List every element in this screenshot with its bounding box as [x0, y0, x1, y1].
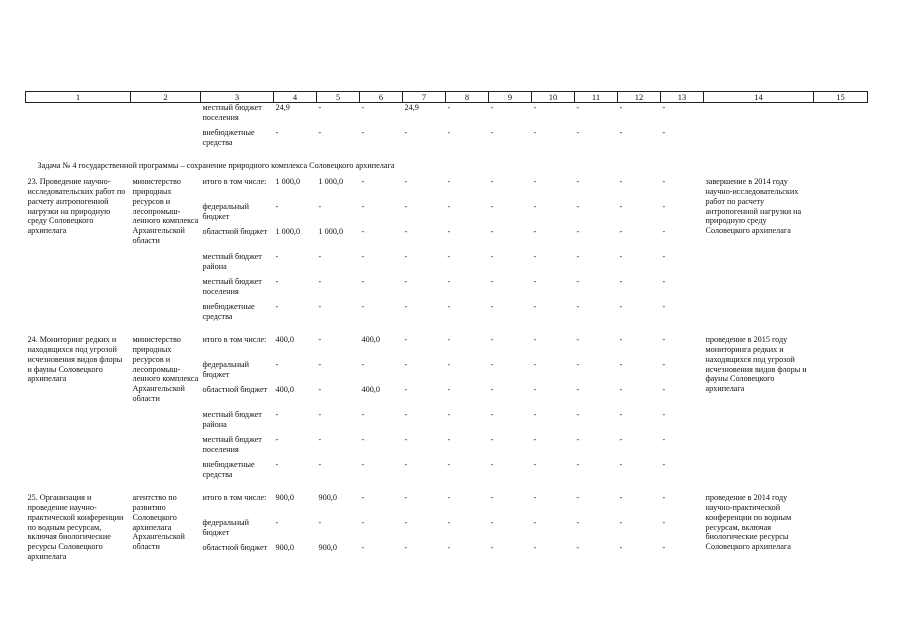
value-cell: 24,9: [404, 103, 419, 113]
value-cell: -: [447, 460, 451, 470]
value-cell: -: [447, 493, 451, 503]
value-cell: -: [361, 227, 365, 237]
value-cell: -: [447, 128, 451, 138]
table-row: [26, 177, 868, 202]
value-cell: -: [490, 493, 494, 503]
column-number-cell: 12: [618, 92, 661, 103]
value-cell: -: [533, 202, 537, 212]
value-cell: -: [619, 335, 623, 345]
value-cell: -: [662, 543, 666, 553]
value-cell: -: [662, 460, 666, 470]
value-cell: -: [404, 543, 408, 553]
value-cell: -: [318, 202, 322, 212]
value-cell: -: [533, 410, 537, 420]
value-cell: -: [275, 252, 279, 262]
funding-source-cell: внебюджетные средства: [202, 460, 255, 479]
value-cell: -: [619, 277, 623, 287]
value-cell: -: [447, 103, 451, 113]
empty-cell: [814, 335, 868, 485]
measure-name-cell: 25. Организация и проведение научно-практической конференции по водным ресурсам, включая биологические ресурсы Соловецкого архипелага: [27, 493, 124, 562]
value-cell: -: [404, 435, 408, 445]
funding-source-cell: внебюджетные средства: [202, 302, 255, 321]
value-cell: -: [619, 460, 623, 470]
funding-source-cell: итого в том числе:: [202, 493, 267, 503]
table-row: [26, 128, 868, 153]
value-cell: -: [619, 435, 623, 445]
value-cell: -: [533, 252, 537, 262]
table-row: [26, 493, 868, 518]
value-cell: -: [490, 543, 494, 553]
value-cell: -: [275, 460, 279, 470]
value-cell: -: [619, 177, 623, 187]
value-cell: -: [533, 360, 537, 370]
value-cell: -: [361, 410, 365, 420]
executor-cell: министерство природных ресурсов и лесопромыш-ленного комплекса Архангельской области: [132, 335, 199, 404]
value-cell: -: [533, 435, 537, 445]
value-cell: -: [447, 252, 451, 262]
value-cell: -: [447, 360, 451, 370]
value-cell: -: [275, 360, 279, 370]
value-cell: 900,0: [318, 543, 337, 553]
value-cell: -: [361, 277, 365, 287]
value-cell: -: [533, 227, 537, 237]
value-cell: -: [533, 493, 537, 503]
column-number-cell: 11: [575, 92, 618, 103]
result-cell: завершение в 2014 году научно-исследовательских работ по расчету антропогенной нагрузки на природную среду Соловецкого архипелага: [705, 177, 802, 236]
value-cell: 1 000,0: [275, 177, 301, 187]
value-cell: -: [361, 460, 365, 470]
value-cell: -: [361, 435, 365, 445]
column-number-cell: 5: [317, 92, 360, 103]
measure-name-cell: 23. Проведение научно-исследовательских работ по расчету антропогенной нагрузки на природную среду Соловецкого архипелага: [27, 177, 126, 236]
value-cell: -: [361, 202, 365, 212]
value-cell: -: [447, 543, 451, 553]
column-number-cell: 13: [661, 92, 704, 103]
value-cell: -: [404, 335, 408, 345]
value-cell: -: [533, 518, 537, 528]
value-cell: -: [318, 410, 322, 420]
value-cell: -: [619, 227, 623, 237]
value-cell: -: [533, 103, 537, 113]
empty-cell: [704, 103, 814, 129]
value-cell: -: [490, 435, 494, 445]
value-cell: -: [662, 202, 666, 212]
column-number-cell: 14: [704, 92, 814, 103]
value-cell: -: [275, 202, 279, 212]
column-number-cell: 1: [26, 92, 131, 103]
value-cell: -: [619, 410, 623, 420]
value-cell: -: [533, 385, 537, 395]
value-cell: -: [490, 410, 494, 420]
value-cell: -: [361, 128, 365, 138]
value-cell: -: [533, 177, 537, 187]
value-cell: -: [275, 435, 279, 445]
value-cell: -: [576, 410, 580, 420]
empty-cell: [814, 103, 868, 129]
value-cell: 400,0: [361, 335, 380, 345]
column-number-cell: 2: [131, 92, 201, 103]
column-number-cell: 6: [360, 92, 403, 103]
value-cell: -: [361, 302, 365, 312]
budget-table: [25, 91, 868, 568]
task-row: [26, 153, 868, 177]
value-cell: -: [361, 103, 365, 113]
value-cell: 400,0: [361, 385, 380, 395]
value-cell: -: [662, 227, 666, 237]
value-cell: -: [318, 460, 322, 470]
value-cell: -: [361, 518, 365, 528]
value-cell: -: [533, 302, 537, 312]
value-cell: -: [576, 460, 580, 470]
value-cell: -: [619, 252, 623, 262]
measure-name-cell: 24. Мониторинг редких и находящихся под угрозой исчезновения видов флоры и фауны Соловецкого архипелага: [27, 335, 123, 384]
value-cell: -: [404, 518, 408, 528]
value-cell: -: [576, 385, 580, 395]
value-cell: -: [662, 128, 666, 138]
value-cell: -: [576, 277, 580, 287]
value-cell: -: [576, 128, 580, 138]
task-title: Задача № 4 государственной программы – сохранение природного комплекса Соловецкого архипелага: [37, 161, 395, 171]
table-row: [26, 335, 868, 360]
value-cell: -: [576, 335, 580, 345]
spacer-row: [26, 327, 868, 335]
value-cell: -: [576, 252, 580, 262]
value-cell: -: [490, 227, 494, 237]
value-cell: -: [662, 385, 666, 395]
value-cell: 900,0: [275, 543, 294, 553]
value-cell: -: [490, 177, 494, 187]
value-cell: 900,0: [275, 493, 294, 503]
value-cell: -: [490, 335, 494, 345]
empty-cell: [814, 493, 868, 568]
value-cell: -: [404, 385, 408, 395]
funding-source-cell: федеральный бюджет: [202, 360, 250, 379]
column-number-cell: 9: [489, 92, 532, 103]
value-cell: -: [662, 335, 666, 345]
value-cell: -: [318, 277, 322, 287]
value-cell: -: [490, 385, 494, 395]
empty-cell: [131, 128, 201, 153]
value-cell: -: [662, 177, 666, 187]
value-cell: -: [447, 177, 451, 187]
value-cell: 400,0: [275, 335, 294, 345]
value-cell: -: [576, 202, 580, 212]
value-cell: -: [490, 360, 494, 370]
value-cell: -: [361, 543, 365, 553]
value-cell: -: [404, 128, 408, 138]
value-cell: -: [662, 518, 666, 528]
value-cell: -: [533, 543, 537, 553]
executor-cell: агентство по развитию Соловецкого архипелага Архангельской области: [132, 493, 185, 552]
value-cell: -: [447, 277, 451, 287]
value-cell: -: [576, 518, 580, 528]
value-cell: -: [576, 493, 580, 503]
value-cell: -: [361, 177, 365, 187]
result-cell: проведение в 2014 году научно-практической конференции по водным ресурсам, включая биологические ресурсы Соловецкого архипелага: [705, 493, 792, 552]
value-cell: -: [662, 302, 666, 312]
value-cell: 24,9: [275, 103, 290, 113]
table-row: [26, 103, 868, 129]
value-cell: -: [533, 128, 537, 138]
value-cell: -: [318, 435, 322, 445]
value-cell: -: [447, 302, 451, 312]
value-cell: -: [619, 302, 623, 312]
spacer-cell: [26, 327, 868, 335]
value-cell: -: [404, 227, 408, 237]
value-cell: -: [662, 277, 666, 287]
value-cell: -: [275, 518, 279, 528]
value-cell: -: [318, 103, 322, 113]
value-cell: -: [619, 360, 623, 370]
funding-source-cell: федеральный бюджет: [202, 202, 250, 221]
value-cell: -: [490, 460, 494, 470]
funding-source-cell: областной бюджет: [202, 227, 268, 237]
empty-cell: [814, 177, 868, 327]
funding-source-cell: местный бюджет поселения: [202, 277, 262, 296]
value-cell: -: [447, 410, 451, 420]
value-cell: -: [576, 177, 580, 187]
funding-source-cell: итого в том числе:: [202, 335, 267, 345]
column-number-cell: 4: [274, 92, 317, 103]
value-cell: -: [318, 385, 322, 395]
funding-source-cell: федеральный бюджет: [202, 518, 250, 537]
column-number-header: [26, 92, 868, 103]
value-cell: -: [404, 202, 408, 212]
value-cell: -: [447, 435, 451, 445]
value-cell: -: [490, 202, 494, 212]
value-cell: -: [533, 460, 537, 470]
spacer-cell: [26, 485, 868, 493]
value-cell: -: [275, 410, 279, 420]
value-cell: 1 000,0: [318, 227, 344, 237]
spacer-row: [26, 485, 868, 493]
value-cell: 900,0: [318, 493, 337, 503]
value-cell: -: [275, 302, 279, 312]
value-cell: -: [404, 493, 408, 503]
empty-cell: [26, 103, 131, 129]
value-cell: -: [619, 385, 623, 395]
value-cell: -: [490, 277, 494, 287]
value-cell: -: [318, 302, 322, 312]
value-cell: 1 000,0: [275, 227, 301, 237]
value-cell: -: [404, 360, 408, 370]
value-cell: -: [447, 518, 451, 528]
value-cell: -: [361, 252, 365, 262]
value-cell: -: [404, 410, 408, 420]
value-cell: -: [662, 103, 666, 113]
value-cell: -: [576, 302, 580, 312]
value-cell: -: [404, 302, 408, 312]
executor-cell: министерство природных ресурсов и лесопромыш-ленного комплекса Архангельской области: [132, 177, 199, 246]
value-cell: -: [533, 277, 537, 287]
value-cell: -: [490, 128, 494, 138]
value-cell: -: [318, 335, 322, 345]
value-cell: 1 000,0: [318, 177, 344, 187]
value-cell: -: [447, 227, 451, 237]
column-number-cell: 7: [403, 92, 446, 103]
value-cell: -: [490, 252, 494, 262]
value-cell: -: [490, 302, 494, 312]
empty-cell: [814, 128, 868, 153]
value-cell: -: [576, 227, 580, 237]
value-cell: -: [404, 252, 408, 262]
value-cell: -: [619, 543, 623, 553]
funding-source-cell: областной бюджет: [202, 543, 268, 553]
value-cell: -: [404, 277, 408, 287]
value-cell: -: [619, 103, 623, 113]
value-cell: -: [318, 128, 322, 138]
column-number-cell: 3: [201, 92, 274, 103]
column-number-cell: 10: [532, 92, 575, 103]
empty-cell: [704, 128, 814, 153]
value-cell: -: [576, 103, 580, 113]
funding-source-cell: областной бюджет: [202, 385, 268, 395]
funding-source-cell: местный бюджет поселения: [202, 435, 262, 454]
value-cell: -: [447, 335, 451, 345]
value-cell: -: [275, 128, 279, 138]
empty-cell: [26, 128, 131, 153]
result-cell: проведение в 2015 году мониторинга редких и находящихся под угрозой исчезновения видов флоры и фауны Соловецкого архипелага: [705, 335, 807, 394]
value-cell: -: [662, 252, 666, 262]
value-cell: -: [490, 518, 494, 528]
value-cell: -: [576, 435, 580, 445]
value-cell: 400,0: [275, 385, 294, 395]
value-cell: -: [318, 360, 322, 370]
value-cell: -: [576, 360, 580, 370]
value-cell: -: [619, 493, 623, 503]
value-cell: -: [275, 277, 279, 287]
value-cell: -: [662, 360, 666, 370]
value-cell: -: [447, 385, 451, 395]
funding-source-cell: местный бюджет района: [202, 410, 262, 429]
value-cell: -: [662, 435, 666, 445]
value-cell: -: [619, 202, 623, 212]
column-number-cell: 8: [446, 92, 489, 103]
funding-source-cell: местный бюджет поселения: [202, 103, 262, 123]
value-cell: -: [576, 543, 580, 553]
value-cell: -: [619, 518, 623, 528]
value-cell: -: [619, 128, 623, 138]
value-cell: -: [490, 103, 494, 113]
empty-cell: [131, 103, 201, 129]
column-number-cell: 15: [814, 92, 868, 103]
value-cell: -: [447, 202, 451, 212]
value-cell: -: [662, 493, 666, 503]
value-cell: -: [361, 493, 365, 503]
value-cell: -: [404, 177, 408, 187]
value-cell: -: [404, 460, 408, 470]
value-cell: -: [662, 410, 666, 420]
funding-source-cell: итого в том числе:: [202, 177, 267, 187]
value-cell: -: [318, 518, 322, 528]
value-cell: -: [361, 360, 365, 370]
value-cell: -: [318, 252, 322, 262]
funding-source-cell: внебюджетные средства: [202, 128, 255, 148]
funding-source-cell: местный бюджет района: [202, 252, 262, 271]
value-cell: -: [533, 335, 537, 345]
